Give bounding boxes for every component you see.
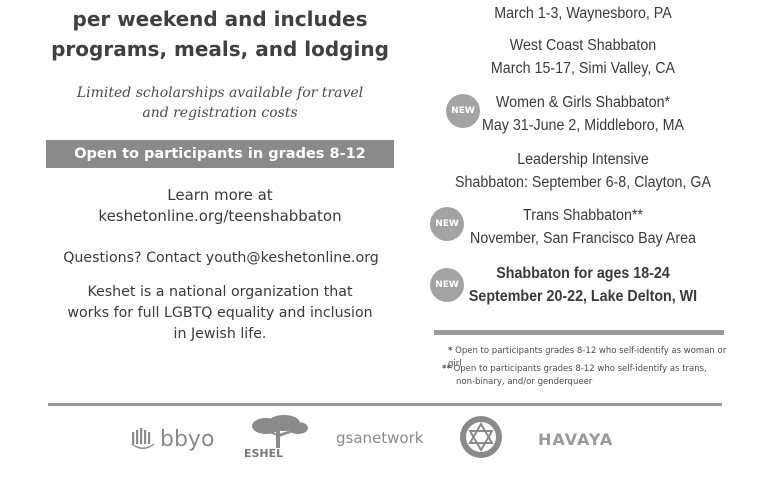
new-badge: NEW [430,207,464,241]
event-date-location: March 1-3, Waynesboro, PA [494,5,672,22]
event-title: Trans Shabbaton** [523,207,643,224]
event-date-location: March 15-17, Simi Valley, CA [490,60,676,77]
event-item [442,204,724,250]
menorah-icon [130,428,156,452]
event-item [442,148,724,194]
havaya-logo: HAVAYA [538,430,614,449]
footnote-text-cont: non-binary, and/or genderqueer [456,377,593,387]
event-item [442,34,724,80]
seal-logo [458,414,504,460]
gsa-network-logo: gsanetwork [336,429,424,447]
footnote-2 [442,363,738,389]
event-title: Women & Girls Shabbaton* [495,94,671,111]
learn-more-link[interactable]: keshetonline.org/teenshabbaton [98,207,342,225]
event-title: Leadership Intensive [517,151,649,168]
events-divider [434,330,724,335]
headline [20,4,420,64]
event-title: West Coast Shabbaton [509,37,657,54]
event-date-location: May 31-June 2, Middleboro, MA [481,117,685,134]
grades-banner: Open to participants in grades 8-12 [46,140,394,168]
new-badge: NEW [430,268,464,302]
event-item [442,91,724,137]
learn-more-label: Learn more at [167,186,273,204]
event-item [442,262,724,308]
event-date-location: November, San Francisco Bay Area [470,230,696,247]
headline-line-1: per weekend and includes [72,7,368,31]
about-line-2: works for full LGBTQ equality and inclusion [67,305,373,321]
star-of-david-icon [458,414,504,460]
new-badge: NEW [446,94,480,128]
footnote-text: Open to participants grades 8-12 who self-identify as trans, [453,364,707,374]
footer-divider [48,403,722,406]
footnote-marker: ** [442,364,451,374]
learn-more [40,185,400,227]
about-keshet [40,282,400,345]
tree-icon [244,414,312,450]
about-line-1: Keshet is a national organization that [87,284,353,300]
contact-line[interactable]: Questions? Contact youth@keshetonline.org [63,250,379,266]
footnote-marker: * [448,346,453,356]
about-line-3: in Jewish life. [173,326,267,342]
event-date-location: Shabbaton: September 6-8, Clayton, GA [454,174,712,191]
event-title: Shabbaton for ages 18-24 [496,265,670,282]
footnote-text: Open to participants grades 8-12 who self-identify as woman or girl [448,346,727,369]
event-date-location: September 20-22, Lake Delton, WI [468,288,698,305]
bbyo-logo [130,426,222,454]
event-item [442,2,724,25]
headline-line-2: programs, meals, and lodging [51,37,389,61]
eshel-wordmark: ESHEL [244,447,284,460]
scholarship-note [40,83,400,123]
eshel-logo [244,414,312,464]
scholarship-line-1: Limited scholarships available for travel [76,85,364,101]
scholarship-line-2: and registration costs [142,105,298,121]
bbyo-wordmark: bbyo [160,427,215,452]
